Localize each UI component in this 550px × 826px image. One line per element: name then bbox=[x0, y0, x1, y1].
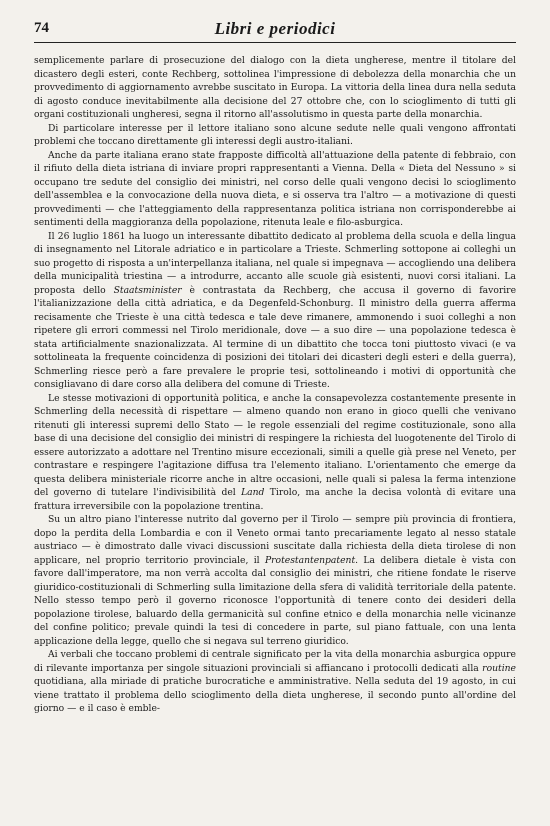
italic-term: Protestantenpatent bbox=[264, 554, 356, 566]
paragraph-text: è contrastata da Rechberg, che accusa il governo di favorire l'italianizzazione della città adriatica, e da Degenfeld-Schonburg. Il ministro della guerra afferma recisamente che Trieste è una città tedesca e tale deve rimanere, ammonendo i suoi colleghi a non ripetere gli errori commessi nel Tirolo meridionale, dove — a suo dire — una popolazione tedesca è stata artificialmente snazionalizzata. Al termine di un dibattito che tocca toni piuttosto vivaci (e va sottolineata la frequente coincidenza di posizioni dei titolari dei dicasteri degli esteri e della guerra), Schmerling riesce però a fare prevalere le proprie tesi, sottolineando i motivi di opportunità che consigliavano di dare corso alla delibera del comune di Trieste. bbox=[34, 284, 517, 390]
italic-term: Staatsminister bbox=[113, 284, 182, 296]
body-text bbox=[34, 54, 516, 716]
paragraph-text: Su un altro piano l'interesse nutrito dal governo per il Tirolo — sempre più provincia di frontiera, dopo la perdita della Lombardia e con il Veneto ormai tanto precariamente legato al nesso statale austriaco — è dimostrato dalle vivaci discussioni suscitate dalla richiesta della dieta tirolese di non applicare, nel proprio territorio provinciale, il bbox=[34, 514, 516, 566]
paragraph-text: Ai verbali che toccano problemi di centrale significato per la vita della monarchia asburgica oppure di rilevante importanza per singole situazioni provinciali si affiancano i protocolli dedicati alla bbox=[34, 649, 516, 674]
paragraph bbox=[34, 648, 516, 716]
paragraph bbox=[34, 149, 516, 230]
paragraph-text: Il 26 luglio 1861 ha luogo un interessante dibattito dedicato al problema della scuola e della lingua di insegnamento nel Litorale adriatico e in particolare a Trieste. Schmerling sottopone ai colleghi un suo progetto di risposta a un'interpellanza italiana, nel quale si impegnava — accogliendo una delibera della municipalità triestina — a introdurre, accanto alle scuole già esistenti, nuovi corsi italiani. La proposta dello bbox=[34, 230, 516, 296]
paragraph-text: Tirolo, ma anche la decisa volontà di evitare una frattura irreversibile con la popolazione trentina. bbox=[34, 487, 517, 512]
italic-term: Land bbox=[241, 487, 265, 498]
page-number: 74 bbox=[34, 20, 49, 36]
paragraph bbox=[34, 122, 516, 149]
italic-term: routine bbox=[482, 662, 516, 674]
paragraph bbox=[34, 230, 516, 392]
paragraph-text: semplicemente parlare di prosecuzione del dialogo con la dieta ungherese, mentre il titolare del dicastero degli esteri, conte Rechberg, sottolinea l'impressione di debolezza della monarchia che un provvedimento di aggiornamento avrebbe suscitato in Europa. La vittoria della linea dura nella seduta di agosto conduce inevitabilmente alla decisione del 27 ottobre che, con lo scioglimento di tutti gli organi costituzionali ungheresi, segna il ritorno all'assolutismo in questa parte della monarchia. bbox=[34, 55, 516, 120]
paragraph-text: Le stesse motivazioni di opportunità politica, e anche la consapevolezza costantemente presente in Schmerling della necessità di rispettare — almeno quando non erano in gioco quelli che venivano ritenuti gli interessi supremi dello Stato — le regole essenziali del regime costituzionale, sono alla base di una decisione del consiglio dei ministri di respingere la richiesta del luogotenente del Tirolo di essere autorizzato a adottare nel Trentino misure eccezionali, simili a quelle già prese nel Veneto, per contrastare e respingere l'agitazione diffusa tra l'elemento italiano. L'orientamento che emerge da questa delibera ministeriale ricorre anche in altre occasioni, nelle quali si palesa la ferma intenzione del governo di tutelare l'indivisibilità del bbox=[34, 392, 516, 498]
paragraph bbox=[34, 54, 516, 122]
paragraph bbox=[34, 513, 516, 648]
paragraph bbox=[34, 392, 516, 514]
paragraph-text: . La delibera dietale è vista con favore dall'imperatore, ma non verrà accolta dal consiglio dei ministri, che ritiene fondate le riserve giuridico-costituzionali di Schmerling sulla limitazione della sfera di validità territoriale della patente. Nello stesso tempo però il governo riconosce l'opportunità di tenere conto dei desideri della popolazione tirolese, baluardo della germanicità sul confine etnico e della monarchia nelle vicinanze del confine politico; prevale quindi la tesi di concedere in parte, sul piano fattuale, con una lenta applicazione della legge, quello che si negava sul terreno giuridico. bbox=[34, 554, 516, 647]
running-header bbox=[34, 20, 516, 43]
running-title: Libri e periodici bbox=[214, 19, 336, 38]
paragraph-text: Anche da parte italiana erano state frapposte difficoltà all'attuazione della patente di febbraio, con il rifiuto della dieta istriana di inviare propri rappresentanti a Vienna. Della « Dieta del Nessuno » si occupano tre sedute del consiglio dei ministri, nel corso delle quali vengono decisi lo scioglimento dell'assemblea e la convocazione della nuova dieta, e si osserva tra l'altro — a motivazione di questi provvedimenti — che l'atteggiamento della rappresentanza politica istriana non corrisponderebbe ai sentimenti della maggioranza della popolazione, ritenuta leale e filo-asburgica. bbox=[34, 149, 516, 228]
paragraph-text: Di particolare interesse per il lettore italiano sono alcune sedute nelle quali vengono affrontati problemi che toccano direttamente gli interessi degli austro-italiani. bbox=[34, 122, 516, 147]
paragraph-text: quotidiana, alla miriade di pratiche burocratiche e amministrative. Nella seduta del 19 agosto, in cui viene trattato il problema dello scioglimento della dieta ungherese, il secondo punto all'ordine del giorno — e il caso è emble- bbox=[34, 676, 516, 714]
